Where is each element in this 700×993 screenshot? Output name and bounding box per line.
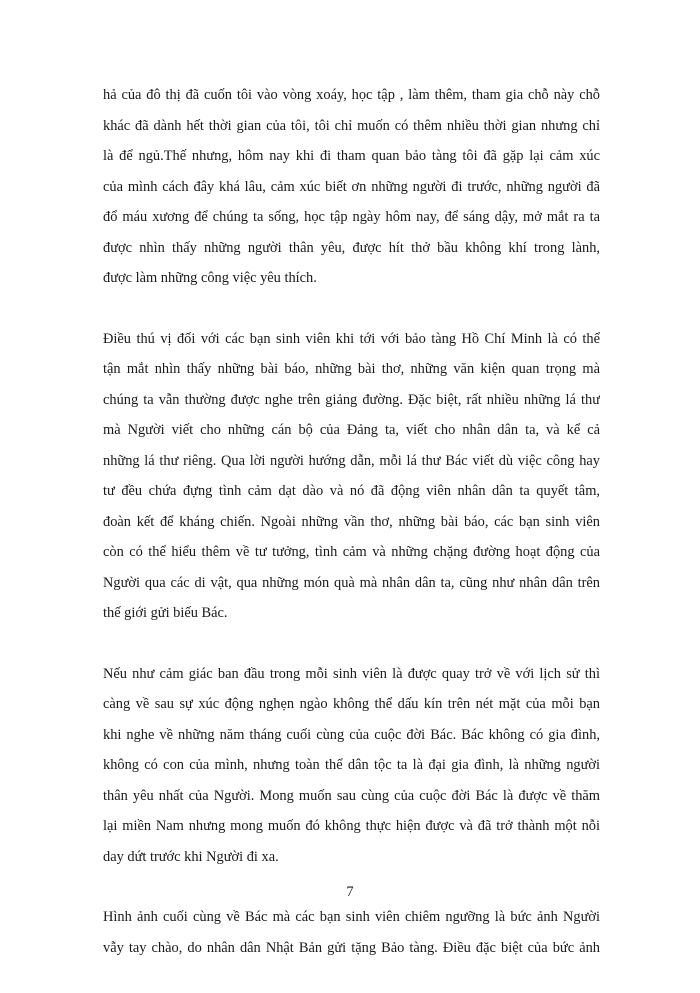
text-line: Nếu như cảm giác ban đầu trong mỗi sinh viên là được quay trở về với lịch sử thì (103, 665, 600, 682)
text-line: khác đã dành hết thời gian của tôi, tôi chỉ muốn có thêm nhiều thời gian nhưng chỉ (103, 117, 600, 134)
text-line: đổ máu xương để chúng ta sống, học tập ngày hôm nay, để sáng dậy, mở mắt ra ta (103, 209, 600, 225)
paragraph-3 (103, 659, 600, 873)
text-line: chúng ta vẫn thường được nghe trên giảng đường. Đặc biệt, rất nhiều những lá thư (103, 391, 600, 408)
text-line: còn có thể hiểu thêm về tư tưởng, tình cảm và những chặng đường hoạt động của (103, 544, 600, 560)
text-line: tư đều chứa đựng tình cảm dạt dào và nó đã động viên nhân dân ta quyết tâm, (103, 483, 600, 499)
text-line: những lá thư riêng. Qua lời người hướng dẫn, mỗi lá thư Bác viết dù việc công hay (103, 452, 600, 469)
document-page (103, 80, 600, 993)
text-line: vẫy tay chào, do nhân dân Nhật Bản gửi tặng Bảo tàng. Điều đặc biệt của bức ảnh (103, 939, 600, 956)
text-line: thân yêu nhất của Người. Mong muốn sau cùng của cuộc đời Bác là được về thăm (103, 787, 600, 804)
text-line: lại miền Nam nhưng mong muốn đó không thực hiện được và đã trở thành một nỗi (103, 818, 600, 834)
text-line: hả của đô thị đã cuốn tôi vào vòng xoáy, học tập , làm thêm, tham gia chỗ này chỗ (103, 87, 600, 103)
text-line: tận mắt nhìn thấy những bài báo, những bài thơ, những văn kiện quan trọng mà (103, 361, 600, 377)
text-line: Điều thú vị đối với các bạn sinh viên khi tới với bảo tàng Hồ Chí Minh là có thể (103, 330, 600, 347)
text-line: thế giới gửi biếu Bác. (103, 605, 228, 621)
text-line: Người qua các di vật, qua những món quà mà nhân dân ta, cũng như nhân dân trên (103, 574, 600, 591)
text-line: day dứt trước khi Người đi xa. (103, 848, 279, 865)
paragraph-4 (103, 902, 600, 963)
paragraph-1 (103, 80, 600, 294)
text-line: là để ngủ.Thế nhưng, hôm nay khi đi tham quan bảo tàng tôi đã gặp lại cảm xúc (103, 148, 600, 164)
page-number: 7 (346, 884, 354, 900)
text-line: Hình ảnh cuối cùng về Bác mà các bạn sinh viên chiêm ngưỡng là bức ảnh Người (103, 909, 600, 925)
text-line: được làm những công việc yêu thích. (103, 270, 317, 286)
text-line: của mình cách đây khá lâu, cảm xúc biết ơn những người đi trước, những người đã (103, 178, 600, 195)
text-line: khi nghe về những năm tháng cuối cùng của cuộc đời Bác. Bác không có gia đình, (103, 726, 600, 743)
paragraph-2 (103, 324, 600, 629)
text-line: không có con của mình, nhưng toàn thể dân tộc ta là đại gia đình, là những người (103, 757, 600, 773)
text-line: đoàn kết để kháng chiến. Ngoài những vần thơ, những bài báo, các bạn sinh viên (103, 513, 600, 530)
text-line: càng về sau sự xúc động nghẹn ngào không thể dấu kín trên nét mặt của mỗi bạn (103, 696, 600, 712)
text-line: được nhìn thấy những người thân yêu, được hít thở bầu không khí trong lành, (103, 239, 600, 256)
text-line: mà Người viết cho những cán bộ của Đảng ta, viết cho nhân dân ta, và kể cả (103, 422, 600, 438)
